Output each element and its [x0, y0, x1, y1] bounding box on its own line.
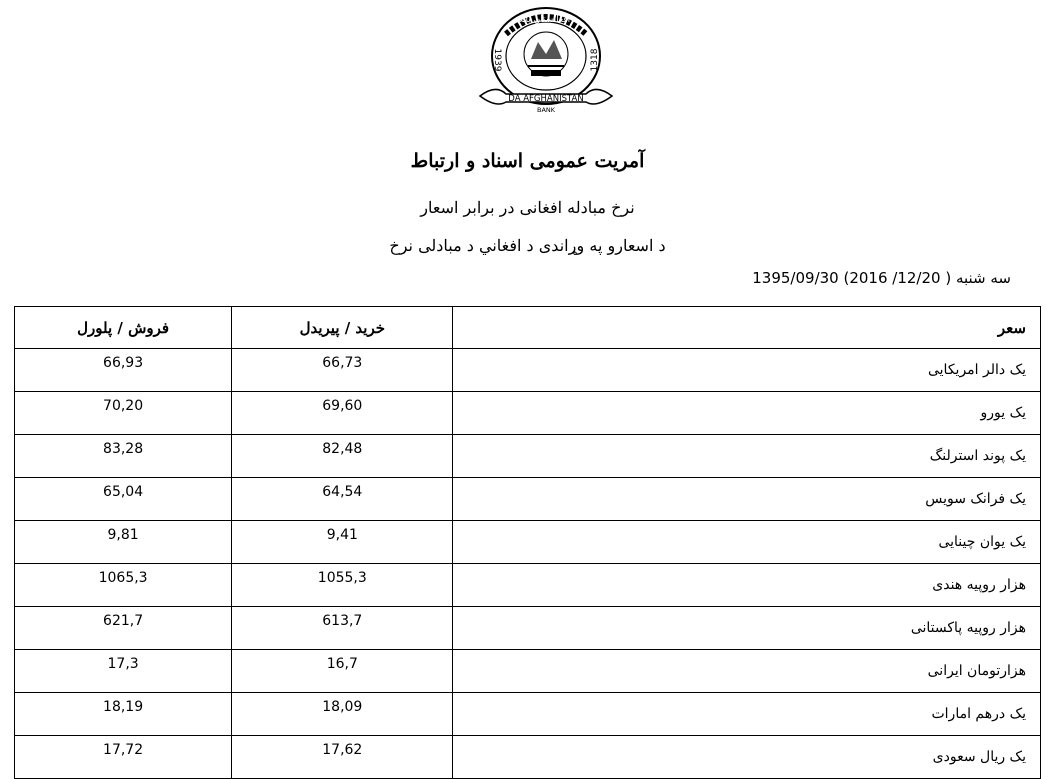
currency-name: یک یورو [453, 392, 1041, 435]
sell-rate: 18,19 [15, 693, 232, 736]
buy-rate: 64,54 [232, 478, 453, 521]
currency-name: یک دالر امریکایی [453, 349, 1041, 392]
currency-name: یک ریال سعودی [453, 736, 1041, 779]
currency-name: هزار روپیه هندی [453, 564, 1041, 607]
sell-rate: 70,20 [15, 392, 232, 435]
currency-name: یک یوان چینایی [453, 521, 1041, 564]
table-row [15, 607, 1041, 650]
sell-rate: 1065,3 [15, 564, 232, 607]
table-row [15, 435, 1041, 478]
page-title: آمریت عمومی اسناد و ارتباط [410, 150, 645, 172]
currency-name: هزار روپیه پاکستانی [453, 607, 1041, 650]
seal-bank-text: BANK [536, 106, 556, 114]
date-value: 1395/09/30 (2016 /12/20 ) [752, 269, 952, 287]
column-header-sell: فروش / پلورل [15, 307, 232, 349]
subtitle-dari: نرخ مبادله افغانی در برابر اسعار [420, 198, 635, 217]
buy-rate: 69,60 [232, 392, 453, 435]
column-header-currency: سعر [453, 307, 1041, 349]
buy-rate: 1055,3 [232, 564, 453, 607]
currency-name: یک فرانک سویس [453, 478, 1041, 521]
currency-name: هزارتومان ایرانی [453, 650, 1041, 693]
table-row [15, 650, 1041, 693]
date-line [752, 269, 1011, 287]
exchange-rate-table [14, 306, 1041, 779]
table-row [15, 693, 1041, 736]
table-row [15, 736, 1041, 779]
seal-banner-text: DA AFGHANISTAN [508, 94, 584, 104]
column-header-buy: خرید / پیریدل [232, 307, 453, 349]
sell-rate: 9,81 [15, 521, 232, 564]
buy-rate: 82,48 [232, 435, 453, 478]
buy-rate: 17,62 [232, 736, 453, 779]
sell-rate: 83,28 [15, 435, 232, 478]
table-row [15, 392, 1041, 435]
table-row [15, 478, 1041, 521]
buy-rate: 16,7 [232, 650, 453, 693]
table-row [15, 521, 1041, 564]
table-header-row [15, 307, 1041, 349]
subtitle-pashto: د اسعارو په وړاندی د افغاني د مبادلی نرخ [389, 236, 666, 255]
sell-rate: 17,3 [15, 650, 232, 693]
seal-year-right: 1318 [590, 48, 600, 72]
buy-rate: 66,73 [232, 349, 453, 392]
bank-seal-icon [476, 4, 616, 116]
currency-name: یک پوند استرلنگ [453, 435, 1041, 478]
bank-logo [476, 4, 616, 116]
buy-rate: 9,41 [232, 521, 453, 564]
sell-rate: 65,04 [15, 478, 232, 521]
sell-rate: 66,93 [15, 349, 232, 392]
table-row [15, 564, 1041, 607]
currency-name: یک درهم امارات [453, 693, 1041, 736]
buy-rate: 18,09 [232, 693, 453, 736]
seal-top-text: د افغانستان بانک [514, 15, 578, 25]
buy-rate: 613,7 [232, 607, 453, 650]
sell-rate: 621,7 [15, 607, 232, 650]
table-row [15, 349, 1041, 392]
seal-year-left: 1939 [492, 48, 502, 72]
sell-rate: 17,72 [15, 736, 232, 779]
date-weekday: سه شنبه [955, 269, 1011, 287]
